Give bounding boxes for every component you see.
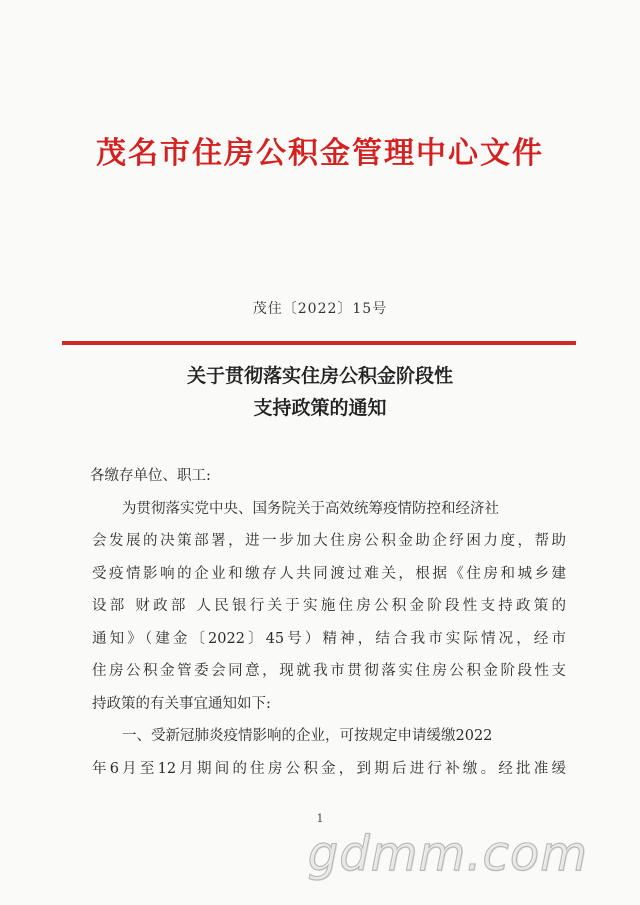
body-line: 住房公积金管委会同意，现就我市贯彻落实住房公积金阶段性支 (92, 663, 566, 679)
body-line: 设部 财政部 人民银行关于实施住房公积金阶段性支持政策的 (92, 598, 566, 614)
notice-title-line-1: 关于贯彻落实住房公积金阶段性 (186, 365, 453, 387)
document-header-title: 茂名市住房公积金管理中心文件 (96, 136, 544, 171)
red-divider-line (62, 341, 576, 345)
watermark-logo: gdmm.com (307, 826, 588, 882)
body-line: 受疫情影响的企业和缴存人共同渡过难关，根据《住房和城乡建 (92, 565, 566, 582)
body-line: 为贯彻落实党中央、国务院关于高效统筹疫情防控和经济社 (122, 500, 499, 517)
document-number: 茂住〔2022〕15号 (252, 301, 388, 317)
body-line: 年6月至12月期间的住房公积金，到期后进行补缴。经批准缓 (92, 760, 566, 777)
page-number: 1 (316, 812, 324, 825)
body-line: 持政策的有关事宜通知如下: (92, 695, 271, 712)
addressee: 各缴存单位、职工: (90, 468, 211, 484)
notice-title (0, 360, 640, 424)
body-line: 通知》（建金〔2022〕45号）精神，结合我市实际情况，经市 (92, 630, 566, 647)
body-line: 会发展的决策部署，进一步加大住房公积金助企纾困力度，帮助 (92, 533, 566, 549)
notice-body (92, 460, 566, 785)
notice-title-line-2: 支持政策的通知 (253, 397, 387, 419)
body-line: 一、受新冠肺炎疫情影响的企业，可按规定申请缓缴2022 (122, 728, 493, 744)
